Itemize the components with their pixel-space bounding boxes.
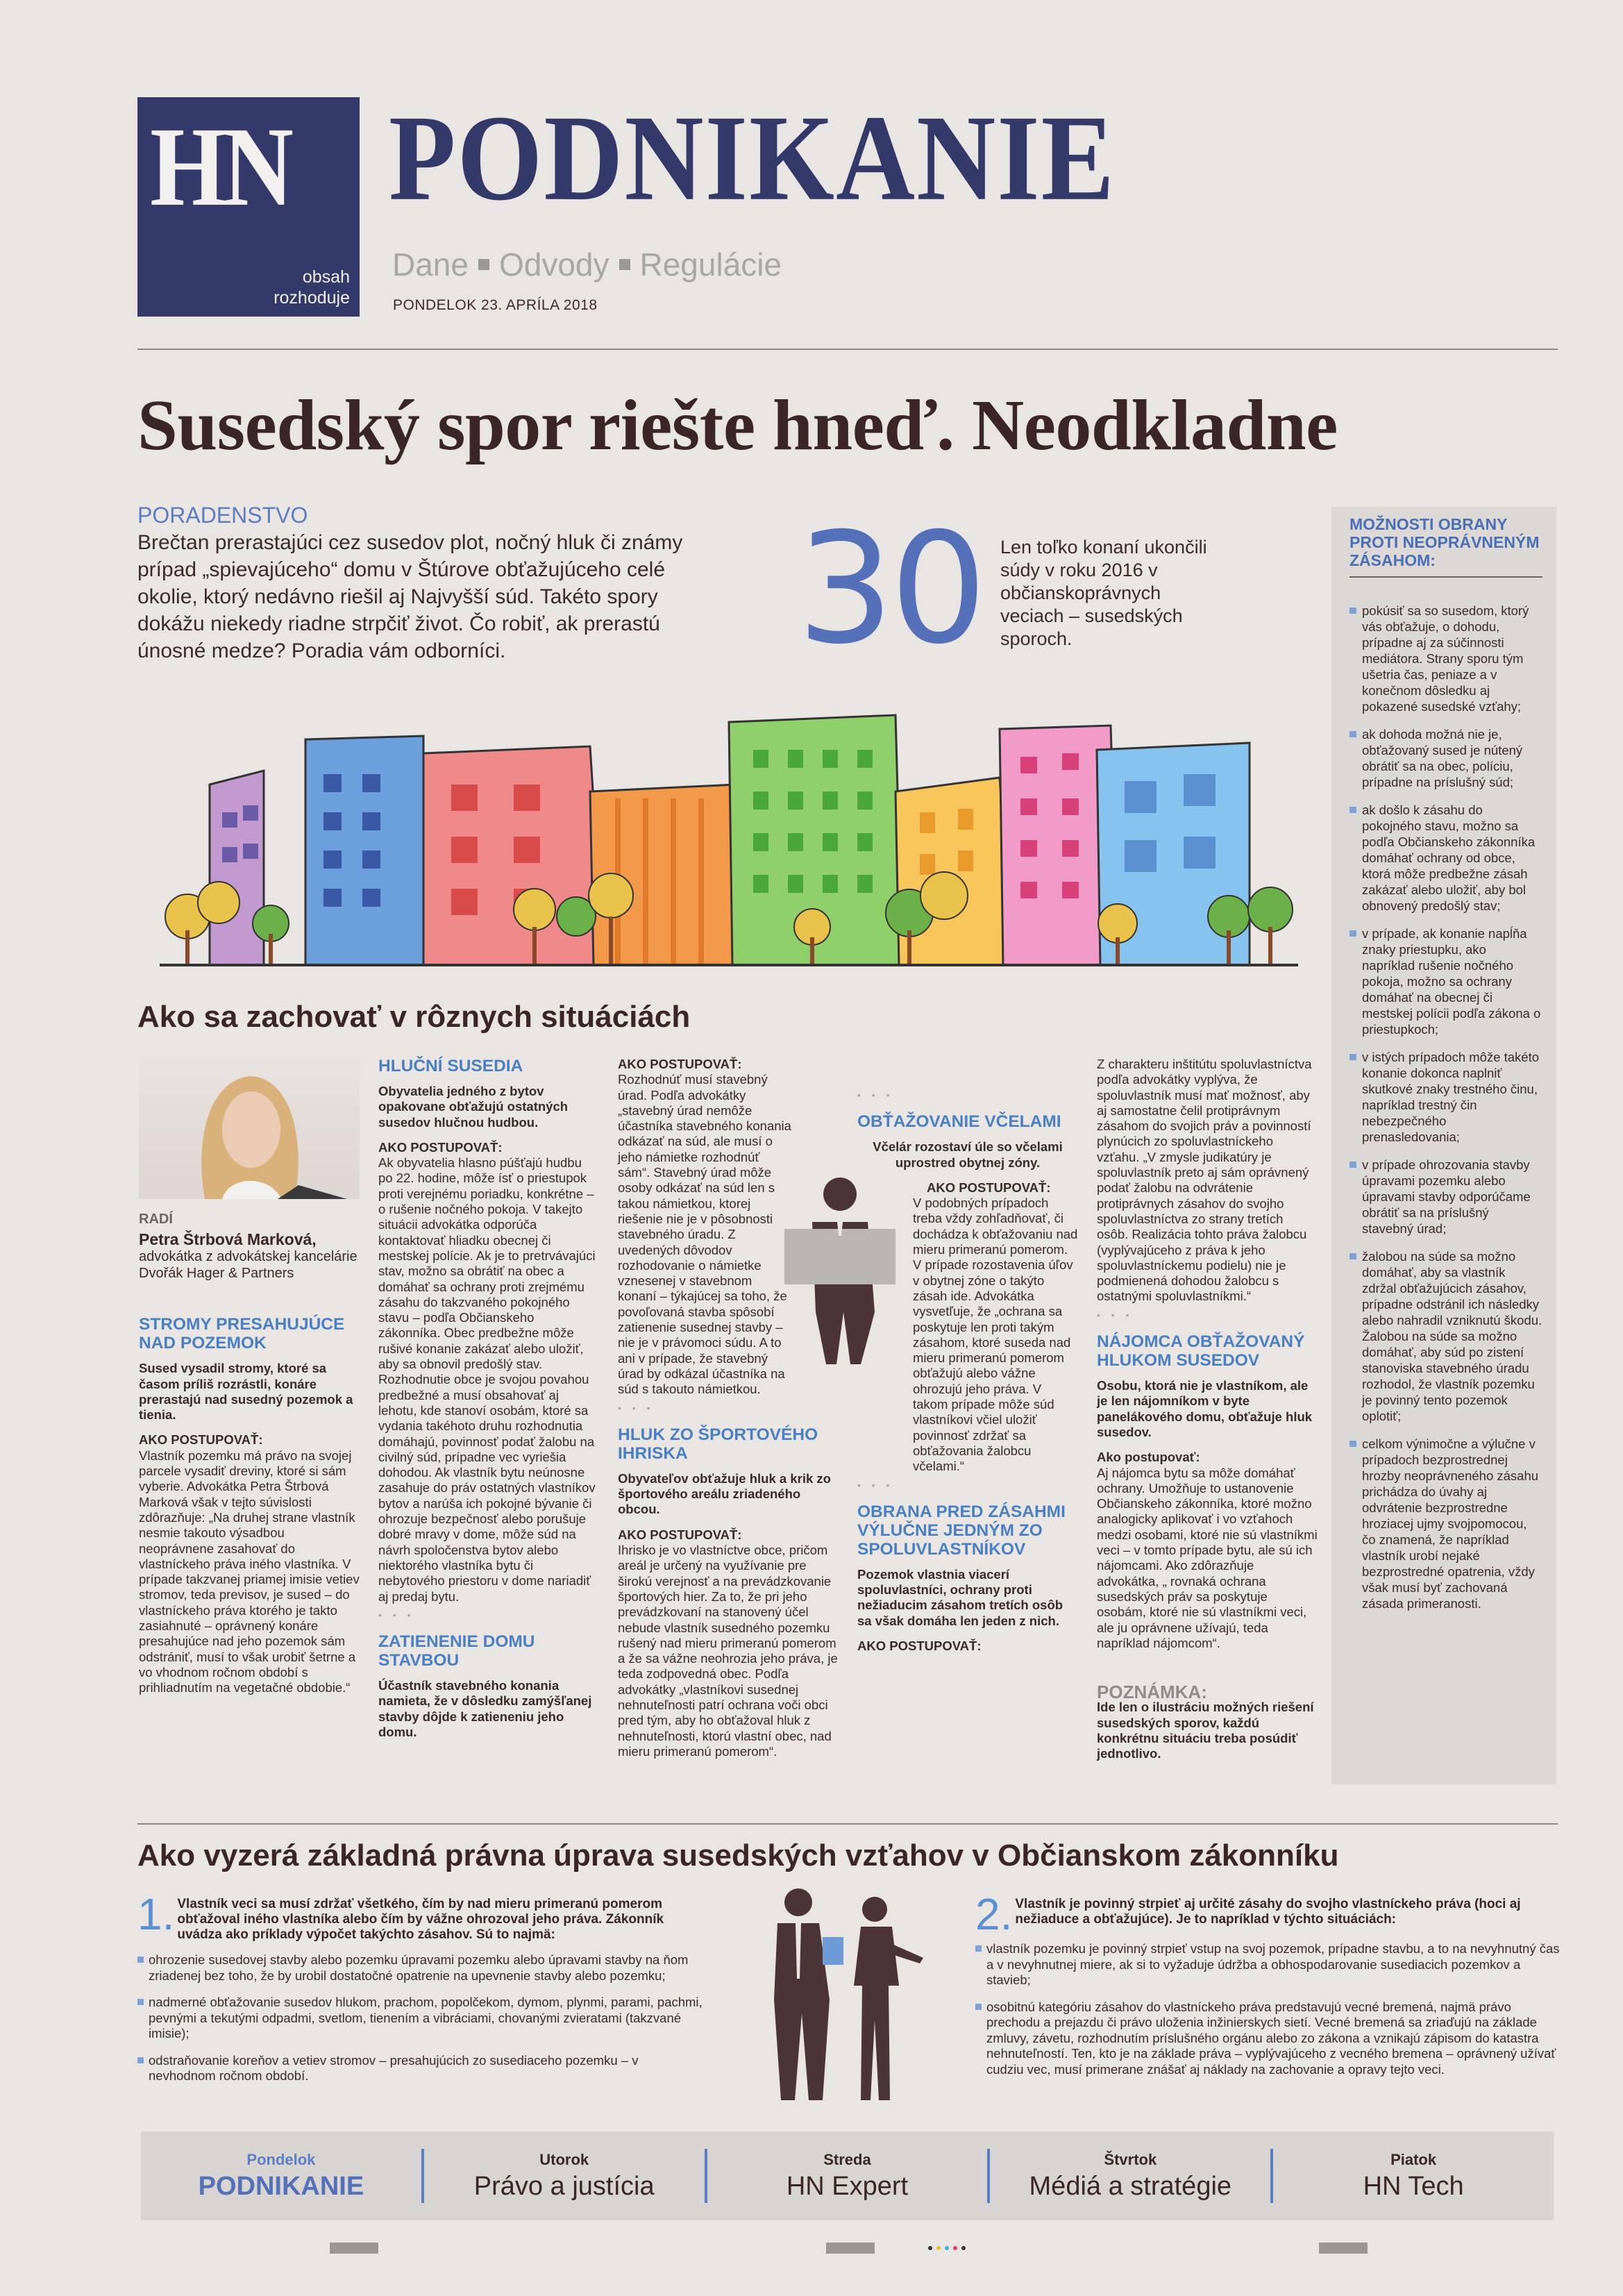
note-text: Ide len o ilustráciu možných riešení susedských sporov, každú konkrétnu situáciu treba posúdiť jednotlivo. <box>1097 1700 1314 1761</box>
section-dots: • • • <box>618 1402 655 1414</box>
intro-paragraph: Brečtan prerastajúci cez susedov plot, nočný hluk či známy prípad „spievajúceho“ domu v Štúrove obťažujúceho celé okolie, ktorý nedávno riešil aj Najvyšší súd. Takéto spory dokážu niekedy riadne strpčiť život. Čo robiť, ak prerastú únosné medze? Poradia vám odborníci. <box>137 531 683 662</box>
bullet-icon <box>1349 1054 1356 1060</box>
expert-name: Petra Štrbová Marková, <box>139 1230 317 1249</box>
sidebar-item: v prípade ohrozovania stavby úpravami pozemku alebo úpravami stavby odporúčame obrátiť sa na príslušný stavebný úrad; <box>1349 1157 1542 1237</box>
bullet-icon <box>1349 1441 1356 1447</box>
print-registration-marks <box>132 2237 1576 2258</box>
building-blue <box>305 736 423 965</box>
square-separator-icon <box>478 259 489 270</box>
situation-body: Aj nájomca bytu sa môže domáhať ochrany. Umožňuje to ustanovenie Občianskeho zákonníka, ktoré možno analogicky aplikovať i vo vzťahoch medzi osobami, ktoré nie sú vlastníkmi veci – v tomto prípade bytu, ale sú ich nájomcami. Ako zdôrazňuje advokátka, „ rovnaká ochrana susedských práv sa poskytuje osobám, ktoré nie sú vlastníkmi veci, ale ju oprávnene užívajú, teda napríklad nájomcom“. <box>1097 1465 1318 1650</box>
weekday-monday: Pondelok PODNIKANIE <box>198 2150 364 2201</box>
building-purple <box>210 771 264 965</box>
weekday-friday: Piatok HN Tech <box>1363 2150 1464 2201</box>
column-1 <box>139 1057 360 1696</box>
situation-lead: Sused vysadil stromy, ktoré sa časom príliš rozrástli, konáre prerastajú nad susedný pozemok a tienia. <box>139 1361 353 1423</box>
business-people-illustration <box>736 1882 944 2104</box>
sidebar-item: v istých prípadoch môže takéto konanie dokonca naplniť skutkové znaky trestného činu, napríklad trestný čin nebezpečného prenasledovania; <box>1349 1049 1542 1145</box>
section-dots: • • • <box>857 1479 894 1491</box>
bullet-icon <box>1349 807 1356 813</box>
section-heading: OBŤAŽOVANIE VČELAMI <box>857 1112 1061 1132</box>
how-label: Ako postupovať: <box>1097 1450 1200 1465</box>
logo-text: HN <box>150 103 289 230</box>
weekday-wednesday: Streda HN Expert <box>786 2150 909 2201</box>
bullet-icon <box>137 1999 144 2005</box>
expert-photo <box>139 1057 360 1199</box>
sidebar-title: MOŽNOSTI OBRANY PROTI NEOPRÁVNENÝM ZÁSAHOM: <box>1349 515 1542 578</box>
section-heading: OBRANA PRED ZÁSAHMI VÝLUČNE JEDNÝM ZO SPOLUVLASTNÍKOV <box>857 1502 1066 1559</box>
page-headline: Susedský spor riešte hneď. Neodkladne <box>137 385 1338 465</box>
situation-body: Z charakteru inštitútu spoluvlastníctva podľa advokátky vyplýva, že spoluvlastník musí mať možnosť, aby aj samostatne čelil protiprávnym zásahom do svojich práv a povinností plynúcich zo spoluvlastníckeho vzťahu. „V zmysle judikatúry je spoluvlastník preto aj sám oprávnený podať žalobu na odvrátenie protiprávnych zásahov do svojho spoluvlastníctva zo strany tretích osôb. Realizácia tohto práva žalobcu (vyplývajúceho z práva k jeho spoluvlastníckemu podielu) nie je podmienená dohodou žalobcu s ostatnými spoluvlastníkmi.“ <box>1097 1057 1312 1304</box>
situation-body: Rozhodnúť musí stavebný úrad. Podľa advokátky „stavebný úrad nemôže účastníka stavebného konania odkázať na súd, ale musí o jeho námietke rozhodnúť sám“. Stavebný úrad môže osoby odkázať na súd len s takou námietkou, ktorej riešenie nie je v pôsobnosti stavebného úradu. Z uvedených dôvodov rozhodovanie o námietke vznesenej v stavebnom konaní – týkajúcej sa toho, že povoľovaná stavba spôsobí zatienenie susednej stavby – nie je v právomoci súdu. A to ani v prípade, že stavebný úrad by odkázal účastníka na súd s takouto námietkou. <box>618 1072 791 1397</box>
note-title: POZNÁMKA: <box>1097 1682 1207 1703</box>
stat-number: 30 <box>797 500 983 678</box>
section-dots: • • • <box>857 1089 894 1100</box>
situation-lead: Pozemok vlastnia viacerí spoluvlastníci, ochrany proti nežiaducim zásahom tretích osôb sa však domáha len jeden z nich. <box>857 1566 1063 1628</box>
situation-lead: Osobu, ktorá nie je vlastníkom, ale je len nájomníkom v byte panelákového domu, obťažuje hluk susedov. <box>1097 1378 1313 1439</box>
hn-logo <box>137 97 360 317</box>
weekday-tuesday: Utorok Právo a justícia <box>473 2150 655 2201</box>
situation-body: Ak obyvatelia hlasno púšťajú hudbu po 22. hodine, môže ísť o priestupok proti verejnému poriadku, konkrétne – o rušenie nočného pokoja. V takejto situácii advokátka odporúča kontaktovať hliadku obecnej či mestskej polície. Ak je to pretrvávajúci stav, možno sa obrátiť na obec a domáhať sa ochrany proti zrejmému zásahu do takzvaného pokojného stavu – podľa Občianskeho zákonníka. Obec predbežne môže rušivé konanie zakázať alebo uložiť, aby sa obnovil predošlý stav. Rozhodnutie obce je svojou povahou predbežné a musí obsahovať aj lehotu, kde stanoví osobám, ktoré sa vydania takéhoto druhu rozhodnutia domáhajú, povinnosť podať žalobu na civilný súd, prípadne vec vyriešia dohodou. Ak vlastník bytu neúnosne zasahuje do práv ostatných vlastníkov bytov a narúša ich pokojné bývanie či ohrozuje bezpečnosť alebo porušuje dobré mravy v dome, môže súd na návrh spoločenstva bytov alebo niektorého vlastníka bytu či nebytového priestoru v dome nariadiť aj predaj bytu. <box>378 1155 596 1604</box>
section-dots: • • • <box>378 1609 415 1620</box>
section-heading: ZATIENENIE DOMU STAVBOU <box>378 1632 535 1670</box>
law-lead: 1. Vlastník veci sa musí zdržať všetkého, čím by nad mieru primeranú pomerom obťažoval iného vlastníka alebo čím by vážne ohrozoval jeho práva. Zákonník uvádza ako príklady výpočet takýchto zásahov. Sú to najmä: <box>137 1897 664 1942</box>
portrait-woman-icon <box>139 1057 360 1199</box>
bullet-icon <box>1349 731 1356 737</box>
number-1: 1. <box>137 1897 175 1939</box>
law-part-1 <box>137 1897 707 2095</box>
situation-lead: Včelár rozostaví úle so včelami uprostred obytnej zóny. <box>873 1139 1063 1170</box>
law-lead: 2. Vlastník je povinný strpieť aj určité zásahy do svojho vlastníckeho práva (hoci aj nežiaduce a obťažujúce). Je to napríklad v týchto situáciách: <box>975 1897 1521 1932</box>
section-heading: NÁJOMCA OBŤAŽOVANÝ HLUKOM SUSEDOV <box>1097 1332 1305 1371</box>
bullet-icon <box>1349 930 1356 937</box>
issue-date: PONDELOK 23. APRÍLA 2018 <box>393 297 598 313</box>
how-label: AKO POSTUPOVAŤ: <box>139 1432 263 1448</box>
section-dots: • • • <box>1097 1309 1134 1321</box>
section-heading: STROMY PRESAHUJÚCE NAD POZEMOK <box>139 1315 345 1353</box>
bullet-icon <box>1349 607 1356 614</box>
situation-body: V podobných prípadoch treba vždy zohľadňovať, či dochádza k obťažovaniu nad mieru primeranú pomerom. V prípade rozostavenia úľov v obytnej zóne o takýto zásah ide. Advokátka vysvetľuje, že „ochrana sa poskytuje len proti takým zásahom, ktoré suseda nad mieru primeranú pomerom obťažujú alebo vážne ohrozujú jeho práva. V takom prípade môže súd vlastníkovi včiel uložiť povinnosť zdržať sa obťažovania žalobcu včelami.“ <box>913 1196 1078 1474</box>
situation-lead: Obyvatelia jedného z bytov opakovane obťažujú ostatných susedov hlučnou hudbou. <box>378 1084 569 1130</box>
bullet-icon <box>1349 1162 1356 1168</box>
sidebar-item: v prípade, ak konanie napĺňa znaky priestupku, ako napríklad rušenie nočného pokoja, možno sa ochrany domáhať na obecnej či mestskej polícii podľa zákona o priestupkoch; <box>1349 925 1542 1037</box>
section-heading: HLUČNÍ SUSEDIA <box>378 1057 523 1075</box>
stat-caption: Len toľko konaní ukončili súdy v roku 2016 v občianskoprávnych veciach – susedských sporoch. <box>1000 537 1207 649</box>
expert-role: advokátka z advokátskej kancelárie Dvořák Hager & Partners <box>139 1249 358 1282</box>
how-label: AKO POSTUPOVAŤ: <box>378 1139 503 1155</box>
weekly-sections-strip <box>141 2131 1554 2220</box>
section-topics <box>392 246 782 283</box>
sidebar-item: pokúsiť sa so susedom, ktorý vás obťažuje, o dohodu, prípadne aj za súčinnosti mediátora. Strany sporu tým ušetria čas, peniaze a v konečnom dôsledku aj pokazené susedské vzťahy; <box>1349 603 1542 714</box>
situation-lead: Obyvateľov obťažuje hluk a krik zo športového areálu zriadeného obcou. <box>618 1470 831 1517</box>
column-4 <box>857 1057 1078 1654</box>
situation-body: Ihrisko je vo vlastníctve obce, pričom areál je určený na využívanie pre širokú verejnosť a na prevádzkovanie športových hier. Za to, že pri jeho prevádzkovaní na stanovený účel nebude vlastník susedného pozemku rušený nad mieru primeranú pomerom a že sa vážne neohrozia jeho práva, je teda zodpovedná obec. Podľa advokátky „vlastníkovi susednej nehnuteľnosti patrí ochrana voči obci pred tým, aby ho obťažoval hluk z nehnuteľnosti, ktorú vlastní obec, nad mieru primeranú pomerom“. <box>618 1543 838 1759</box>
situations-title: Ako sa zachovať v rôznych situáciách <box>137 1000 691 1034</box>
bullet-icon <box>975 1945 982 1952</box>
topic: Odvody <box>498 246 609 283</box>
law-item: nadmerné obťažovanie susedov hlukom, prachom, popolčekom, dymom, plynmi, parami, pachmi, pevnými a tekutými odpadmi, svetlom, tienením a vibráciami, chovanými zvieratami (takzvané imisie); <box>137 1995 707 2042</box>
bullet-icon <box>137 2057 144 2063</box>
expert-label: RADÍ <box>139 1212 173 1227</box>
column-2 <box>378 1057 599 1750</box>
how-label: AKO POSTUPOVAŤ: <box>927 1180 1051 1195</box>
how-label: AKO POSTUPOVAŤ: <box>618 1527 742 1542</box>
bullet-icon <box>137 1956 144 1963</box>
topic: Regulácie <box>639 246 782 283</box>
section-heading: HLUK ZO ŠPORTOVÉHO IHRISKA <box>618 1425 818 1463</box>
section-title: PODNIKANIE <box>389 90 1116 226</box>
bullet-icon <box>1349 1253 1356 1259</box>
logo-tagline: obsah rozhoduje <box>274 267 350 308</box>
topic: Dane <box>392 246 469 283</box>
how-label: AKO POSTUPOVAŤ: <box>857 1639 982 1654</box>
sidebar-item: ak dohoda možná nie je, obťažovaný sused je nútený obrátiť sa na obec, políciu, prípadne na príslušný súd; <box>1349 726 1542 790</box>
situation-body: Vlastník pozemku má právo na svojej parcele vysadiť dreviny, ktoré si sám vyberie. Advokátka Petra Štrbová Marková však v tejto súvislosti zdôrazňuje: „Na druhej strane vlastník nesmie takouto výsadbou neoprávnene zasahovať do vlastníckeho práva iného vlastníka. V prípade takzvanej priamej imisie vetiev stromov, teda previsov, je sused – do vlastníckeho práva ktorého je takto zasiahnuté – oprávnený konáre presahujúce nad jeho pozemok sám odstrániť, musí to však urobiť šetrne a vo vhodnom ročnom období s prihliadnutím na vegetačné obdobie.“ <box>139 1448 360 1695</box>
law-item: ohrozenie susedovej stavby alebo pozemku úpravami pozemku alebo úpravami stavby na ňom zriadenej bez toho, že by urobil dostatočné opatrenie na upevnenie stavby alebo pozemku; <box>137 1952 707 1984</box>
law-item: vlastník pozemku je povinný strpieť vstup na svoj pozemok, prípadne stavbu, a to na nevyhnutný čas a v nevyhnutnej miere, ak si to vyžaduje údržba a obhospodarovanie susediacich pozemkov a stavieb; <box>975 1941 1565 1988</box>
divider <box>137 349 1558 350</box>
column-5 <box>1097 1057 1318 1772</box>
sidebar-item: ak došlo k zásahu do pokojného stavu, možno sa podľa Občianskeho zákonníka domáhať ochrany od obce, ktorá môže predbežne zásah zakázať alebo uložiť, aby bol obnovený predošlý stav; <box>1349 802 1542 914</box>
weekday-thursday: Štvrtok Médiá a stratégie <box>1029 2150 1232 2201</box>
square-separator-icon <box>619 259 630 270</box>
divider <box>137 1823 1558 1825</box>
how-label: AKO POSTUPOVAŤ: <box>618 1057 742 1071</box>
sidebar-item: celkom výnimočne a výlučne v prípadoch bezprostrednej hrozby neoprávneného zásahu prichádza do úvahy aj odvrátenie bezprostredne hroziacej ujmy svojpomocou, čo znamená, že napríklad vlastník urobí nejaké bezprostredné opatrenia, vždy však musí byť zachovaná zásada primeranosti. <box>1349 1436 1542 1611</box>
law-title: Ako vyzerá základná právna úprava susedských vzťahov v Občianskom zákonníku <box>137 1838 1339 1872</box>
law-item: odstraňovanie koreňov a vetiev stromov – presahujúcich zo susediaceho pozemku – v nevhodnom ročnom období. <box>137 2053 707 2084</box>
law-part-2 <box>975 1897 1565 2088</box>
situation-lead: Účastník stavebného konania namieta, že v dôsledku zamýšľanej stavby dôjde k zatieneniu jeho domu. <box>378 1678 592 1739</box>
bullet-icon <box>975 2004 982 2010</box>
sidebar-item: žalobou na súde sa možno domáhať, aby sa vlastník zdržal obťažujúcich zásahov, prípadne odstránil ich následky alebo nahradil vzniknutú škodu. Žalobou na súde sa možno domáhať, aby súd po zistení stanoviska stavebného úradu rozhodol, že vlastník pozemku je povinný tento pozemok oplotiť; <box>1349 1248 1542 1424</box>
defense-options-sidebar <box>1331 507 1556 1784</box>
kicker: PORADENSTVO <box>137 503 308 528</box>
colorful-buildings-illustration <box>160 687 1298 979</box>
law-item: osobitnú kategóriu zásahov do vlastníckeho práva predstavujú vecné bremená, najmä právo prechodu a prejazdu či právo uloženia inžinierskych sietí. Vecné bremená sa zriaďujú na základe zmluvy, závetu, rozhodnutím príslušného orgánu alebo zo zákona a vznikajú zápisom do katastra nehnuteľností. Ten, kto je na základe práva – vyplývajúceho z vecného bremena – oprávnený užívať cudziu vec, musí primerane znášať aj náklady na zachovanie a opravy tejto veci. <box>975 2000 1565 2078</box>
column-3 <box>618 1057 839 1759</box>
number-2: 2. <box>975 1897 1013 1932</box>
